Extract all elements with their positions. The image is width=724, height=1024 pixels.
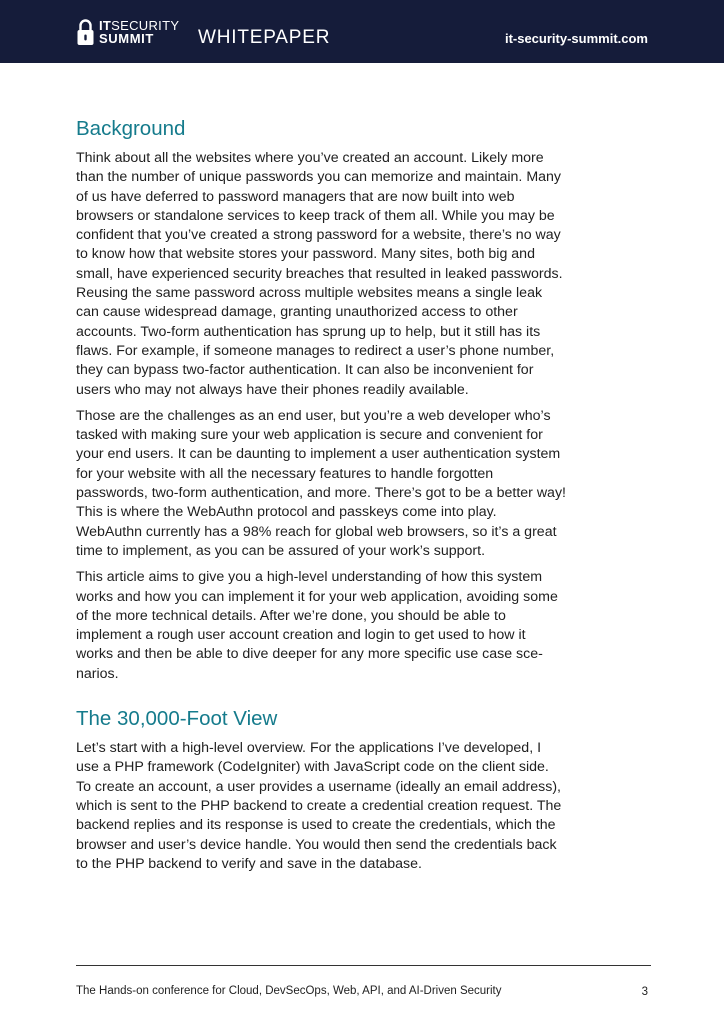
section-heading-30000-foot-view: The 30,000-Foot View <box>76 707 278 731</box>
page-header <box>0 0 724 63</box>
document-type-label: WHITEPAPER <box>198 27 331 48</box>
logo-it: IT <box>99 18 112 33</box>
logo-security: SECURITY <box>111 18 180 33</box>
article-body <box>76 114 566 881</box>
lock-icon <box>77 18 94 46</box>
logo-wordmark <box>99 19 179 45</box>
paragraph: Let’s start with a high-level overview. For the applications I’ve developed, I use a PHP framework (CodeIgniter) with JavaScript code on the client side. To create an account, a user provides a username (ideally an email address), which is sent to the PHP backend to create a credential creation request. The backend replies and its response is used to create the credentials, which the browser and user’s device handle. You would then send the credentials back to the PHP backend to verify and save in the database. <box>76 740 562 872</box>
it-security-summit-logo[interactable] <box>77 16 179 48</box>
section-heading-background: Background <box>76 117 186 140</box>
paragraph: This article aims to give you a high-level understanding of how this system works and how you can implement it for your web application, avoiding some of the more technical details. After we’re done, you should be able to implement a rough user account creation and login to get used to how it works and then be able to dive deeper for any more specific use case scenarios. <box>76 569 558 682</box>
logo-summit: SUMMIT <box>99 31 154 46</box>
paragraph: Those are the challenges as an end user, but you’re a web developer who’s tasked with making sure your web application is secure and convenient for your end users. It can be daunting to implement a user authentication system for your website with all the necessary features to handle forgotten passwords, two-form authentication, and more. There’s got to be a better way! This is where the WebAuthn protocol and passkeys come into play. WebAuthn currently has a 98% reach for global web browsers, so it’s a great time to implement, as you can be assured of your work’s support. <box>76 407 566 559</box>
paragraph: Think about all the websites where you’ve created an account. Likely more than the number of unique passwords you can memorize and maintain. Many of us have deferred to password managers that are now built into web browsers or standalone services to keep track of them all. While you may be confident that you’ve created a strong password for a website, there’s no way to know how that website stores your password. Many sites, both big and small, have experienced security breaches that resulted in leaked passwords. Reusing the same password across multiple websites means a single leak can cause widespread damage, granting unauthorized access to other accounts. Two-form authentication has sprung up to help, but it still has its flaws. For example, if someone manages to redirect a user’s phone number, they can bypass two-factor authentication. It can also be inconvenient for users who may not always have their phones readily available. <box>76 150 563 398</box>
page-number: 3 <box>641 986 648 998</box>
footer-conference-tagline: The Hands-on conference for Cloud, DevSecOps, Web, API, and AI-Driven Security <box>76 985 502 997</box>
site-url-link[interactable]: it-security-summit.com <box>504 31 648 46</box>
footer-divider <box>76 965 651 966</box>
